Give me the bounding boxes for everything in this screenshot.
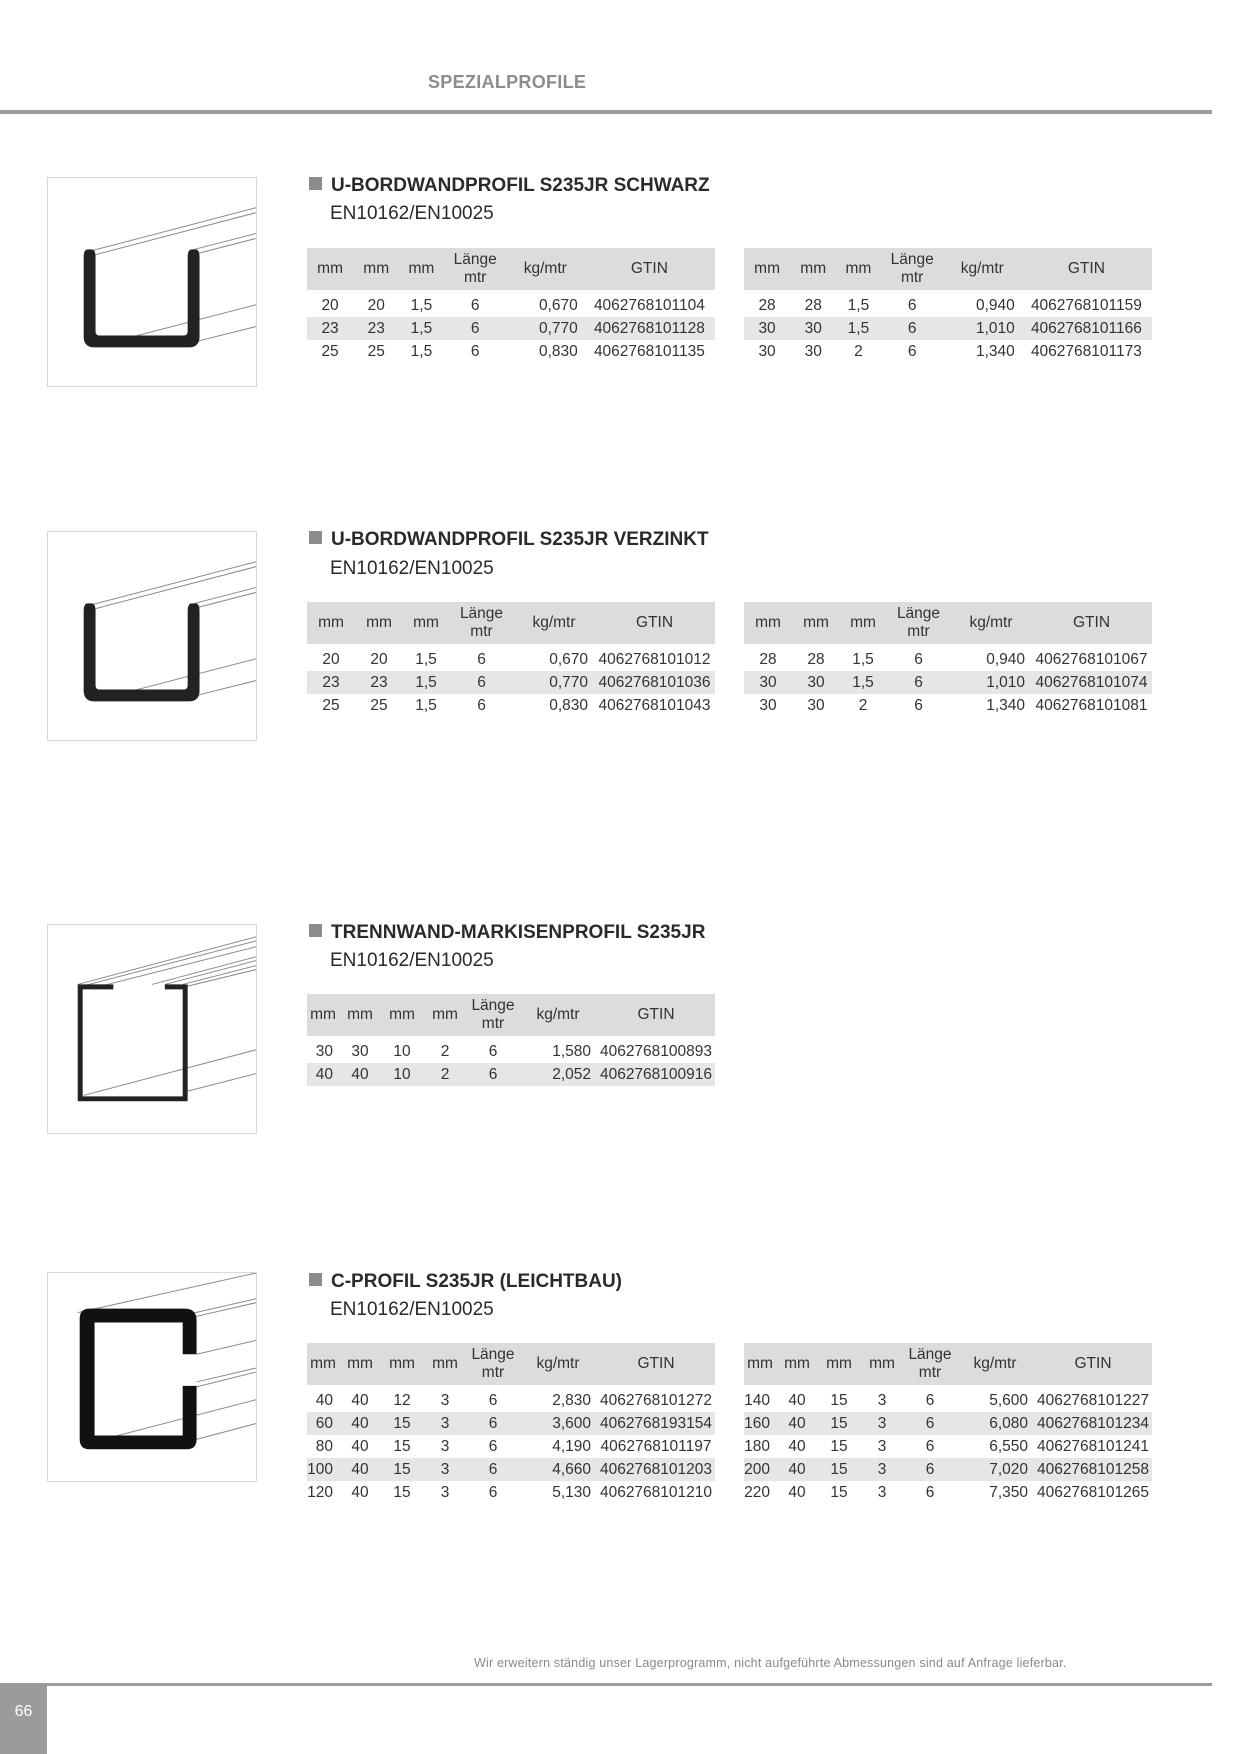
table-row: [744, 294, 1152, 317]
table-row: [307, 671, 715, 694]
table-cell: 3: [860, 1458, 904, 1481]
table-cell: 6: [467, 1412, 519, 1435]
table-cell: 1,010: [944, 317, 1021, 340]
table-cell: 7,350: [989, 1483, 1028, 1501]
table-cell: 1,5: [836, 317, 880, 340]
table-cell: 0,770: [514, 671, 594, 694]
section-norm: EN10162/EN10025: [330, 950, 494, 971]
table-cell: 15: [818, 1458, 860, 1481]
column-header: Länge mtr: [886, 602, 951, 644]
table-row: [307, 694, 715, 717]
table-cell: 4062768101159: [1030, 296, 1142, 314]
column-header: mm: [339, 994, 381, 1036]
table-cell: 4062768100916: [597, 1063, 715, 1086]
bullet-square-icon: [309, 1273, 322, 1286]
column-header: kg/mtr: [519, 1343, 597, 1385]
page-number: 66: [14, 1703, 33, 1720]
table-cell: 0,670: [549, 650, 588, 668]
section-norm: EN10162/EN10025: [330, 1299, 494, 1320]
table-cell: 10: [381, 1063, 423, 1086]
table-cell: 6: [925, 1437, 935, 1455]
table-cell: 6: [904, 1412, 956, 1435]
awning-profile-illustration: [47, 924, 257, 1134]
table-cell: 4062768101067: [1035, 650, 1148, 668]
table-cell: 30: [744, 671, 792, 694]
column-header: GTIN: [597, 994, 715, 1036]
bullet-square-icon: [309, 531, 322, 544]
table-cell: 0,940: [986, 650, 1025, 668]
column-header: GTIN: [1034, 1343, 1152, 1385]
table-cell: 23: [307, 317, 353, 340]
table-row: [307, 340, 715, 363]
column-header: mm: [776, 1343, 818, 1385]
table-row: [744, 317, 1152, 340]
table-header-row: [744, 602, 1152, 644]
table-row: [744, 340, 1152, 363]
table-cell: 0,770: [507, 317, 584, 340]
table-cell: 23: [353, 317, 399, 340]
table-cell: 4062768101265: [1036, 1483, 1150, 1501]
table-cell: 15: [381, 1458, 423, 1481]
table-cell: 6: [467, 1063, 519, 1086]
table-cell: 40: [339, 1063, 381, 1086]
table-cell: 6: [488, 1483, 498, 1501]
table-cell: 40: [339, 1412, 381, 1435]
table-cell: 0,940: [976, 296, 1015, 314]
table-cell: 3,600: [519, 1412, 597, 1435]
column-header: Länge mtr: [449, 602, 514, 644]
column-header: kg/mtr: [951, 602, 1031, 644]
column-header: kg/mtr: [507, 248, 584, 290]
table-cell: 40: [776, 1412, 818, 1435]
bullet-square-icon: [309, 177, 322, 190]
column-header: mm: [840, 602, 886, 644]
column-header: mm: [307, 248, 353, 290]
table-cell: 28: [758, 296, 776, 314]
table-cell: 160: [744, 1412, 776, 1435]
table-cell: 40: [339, 1458, 381, 1481]
table-row: [744, 1435, 1152, 1458]
table-cell: 120: [307, 1483, 333, 1501]
table-cell: 6,550: [989, 1437, 1028, 1455]
table-cell: 6: [881, 317, 944, 340]
table-cell: 140: [744, 1391, 770, 1409]
table-row: [307, 1481, 715, 1504]
table-cell: 3: [877, 1391, 887, 1409]
table-cell: 6: [444, 317, 507, 340]
table-cell: 200: [744, 1458, 776, 1481]
table-cell: 40: [788, 1483, 806, 1501]
table-cell: 100: [307, 1458, 339, 1481]
table-row: [307, 1040, 715, 1063]
table-cell: 4062768101258: [1034, 1458, 1152, 1481]
table-cell: 15: [830, 1391, 848, 1409]
table-header-row: [744, 1343, 1152, 1385]
column-header: kg/mtr: [519, 994, 597, 1036]
table-cell: 4062768101234: [1034, 1412, 1152, 1435]
dimension-table-right: [744, 248, 1152, 363]
table-row: [307, 1412, 715, 1435]
table-cell: 40: [351, 1483, 369, 1501]
table-cell: 3: [877, 1437, 887, 1455]
table-cell: 1,340: [976, 342, 1015, 360]
column-header: mm: [860, 1343, 904, 1385]
dimension-table-left: [307, 994, 715, 1086]
table-header-row: [307, 602, 715, 644]
column-header: mm: [353, 248, 399, 290]
table-row: [744, 1481, 1152, 1504]
table-row: [744, 1389, 1152, 1412]
table-cell: 4062768101036: [594, 671, 715, 694]
column-header: mm: [423, 994, 467, 1036]
table-cell: 23: [355, 671, 403, 694]
table-cell: 1,5: [403, 671, 449, 694]
column-header: Länge mtr: [904, 1343, 956, 1385]
table-row: [744, 694, 1152, 717]
table-cell: 20: [370, 650, 388, 668]
table-row: [307, 648, 715, 671]
table-cell: 220: [744, 1483, 770, 1501]
table-cell: 0,670: [539, 296, 578, 314]
table-cell: 6: [925, 1391, 935, 1409]
table-cell: 1,5: [415, 650, 437, 668]
table-cell: 60: [307, 1412, 339, 1435]
section-title-text: U-BORDWANDPROFIL S235JR VERZINKT: [331, 529, 709, 550]
bullet-square-icon: [309, 924, 322, 937]
column-header: mm: [307, 1343, 339, 1385]
table-cell: 6: [470, 296, 480, 314]
table-cell: 4062768101241: [1036, 1437, 1150, 1455]
table-cell: 1,5: [399, 317, 443, 340]
table-cell: 40: [351, 1391, 369, 1409]
table-row: [307, 1389, 715, 1412]
table-row: [744, 1458, 1152, 1481]
table-cell: 3: [440, 1391, 450, 1409]
section-title: [309, 529, 709, 551]
section-title-text: C-PROFIL S235JR (LEICHTBAU): [331, 1271, 623, 1292]
table-cell: 6: [907, 296, 917, 314]
table-cell: 1,580: [552, 1042, 591, 1060]
table-cell: 6: [488, 1391, 498, 1409]
table-cell: 4062768101104: [593, 296, 705, 314]
table-cell: 5,130: [552, 1483, 591, 1501]
column-header: GTIN: [1021, 248, 1152, 290]
column-header: mm: [403, 602, 449, 644]
section-title: [309, 175, 710, 197]
table-cell: 4062768101074: [1031, 671, 1152, 694]
column-header: mm: [381, 994, 423, 1036]
column-header: mm: [423, 1343, 467, 1385]
column-header: mm: [744, 1343, 776, 1385]
table-cell: 40: [788, 1391, 806, 1409]
table-cell: 6: [925, 1483, 935, 1501]
table-row: [744, 671, 1152, 694]
table-cell: 6: [904, 1458, 956, 1481]
column-header: mm: [307, 994, 339, 1036]
table-cell: 4062768100893: [599, 1042, 713, 1060]
column-header: Länge mtr: [467, 1343, 519, 1385]
table-cell: 1,010: [951, 671, 1031, 694]
table-cell: 6: [914, 696, 923, 714]
section-title: [309, 1271, 622, 1293]
table-cell: 4062768101173: [1030, 342, 1142, 360]
column-header: GTIN: [597, 1343, 715, 1385]
table-cell: 28: [804, 296, 822, 314]
table-row: [744, 1412, 1152, 1435]
table-cell: 4062768193154: [597, 1412, 715, 1435]
table-cell: 30: [804, 342, 822, 360]
column-header: Länge mtr: [881, 248, 944, 290]
table-cell: 30: [792, 671, 840, 694]
table-cell: 180: [744, 1437, 770, 1455]
table-cell: 25: [321, 342, 339, 360]
table-cell: 23: [307, 671, 355, 694]
table-cell: 1,5: [410, 342, 433, 360]
table-cell: 25: [367, 342, 385, 360]
table-cell: 6: [914, 650, 923, 668]
column-header: Länge mtr: [444, 248, 507, 290]
column-header: kg/mtr: [514, 602, 594, 644]
table-cell: 15: [830, 1483, 848, 1501]
dimension-table-left: [307, 602, 715, 717]
table-row: [307, 317, 715, 340]
table-cell: 5,600: [989, 1391, 1028, 1409]
table-cell: 30: [759, 696, 777, 714]
table-header-row: [307, 994, 715, 1036]
table-cell: 25: [322, 696, 340, 714]
table-cell: 4062768101210: [599, 1483, 713, 1501]
dimension-table-left: [307, 248, 715, 363]
column-header: mm: [792, 602, 840, 644]
table-cell: 3: [877, 1483, 887, 1501]
table-cell: 6: [470, 342, 480, 360]
table-cell: 28: [759, 650, 777, 668]
table-cell: 4,660: [519, 1458, 597, 1481]
column-header: Länge mtr: [467, 994, 519, 1036]
table-header-row: [307, 1343, 715, 1385]
dimension-table-left: [307, 1343, 715, 1504]
u-profile-illustration: [47, 531, 257, 741]
table-cell: 7,020: [956, 1458, 1034, 1481]
table-cell: 15: [393, 1437, 411, 1455]
column-header: GTIN: [594, 602, 715, 644]
table-cell: 4062768101135: [593, 342, 705, 360]
table-cell: 0,830: [539, 342, 578, 360]
table-cell: 1,5: [840, 671, 886, 694]
table-row: [307, 1063, 715, 1086]
column-header: kg/mtr: [956, 1343, 1034, 1385]
table-cell: 30: [807, 696, 825, 714]
table-cell: 6: [488, 1437, 498, 1455]
table-cell: 30: [351, 1042, 369, 1060]
table-cell: 80: [315, 1437, 333, 1455]
table-cell: 40: [776, 1458, 818, 1481]
column-header: mm: [399, 248, 443, 290]
table-row: [744, 648, 1152, 671]
column-header: GTIN: [584, 248, 715, 290]
table-row: [307, 1435, 715, 1458]
column-header: mm: [818, 1343, 860, 1385]
table-cell: 1,5: [415, 696, 437, 714]
table-cell: 3: [440, 1437, 450, 1455]
column-header: mm: [355, 602, 403, 644]
table-row: [307, 1458, 715, 1481]
table-cell: 20: [367, 296, 385, 314]
table-cell: 6: [488, 1042, 498, 1060]
section-title-text: TRENNWAND-MARKISENPROFIL S235JR: [331, 922, 706, 943]
table-cell: 1,340: [986, 696, 1025, 714]
column-header: mm: [744, 248, 790, 290]
table-cell: 3: [860, 1412, 904, 1435]
table-cell: 2: [858, 696, 868, 714]
table-cell: 6: [477, 650, 486, 668]
c-profile-illustration: [47, 1272, 257, 1482]
table-cell: 15: [830, 1437, 848, 1455]
column-header: mm: [381, 1343, 423, 1385]
table-cell: 3: [440, 1483, 450, 1501]
table-cell: 6: [449, 671, 514, 694]
footer-rule: [0, 1683, 1212, 1686]
table-cell: 4062768101128: [584, 317, 715, 340]
table-cell: 4062768101197: [600, 1437, 712, 1455]
column-header: mm: [307, 602, 355, 644]
table-header-row: [307, 248, 715, 290]
table-cell: 6: [907, 342, 917, 360]
table-cell: 28: [807, 650, 825, 668]
table-cell: 4,190: [552, 1437, 591, 1455]
table-cell: 4062768101012: [598, 650, 711, 668]
table-cell: 6: [886, 671, 951, 694]
column-header: mm: [790, 248, 836, 290]
section-norm: EN10162/EN10025: [330, 558, 494, 579]
table-cell: 0,830: [549, 696, 588, 714]
section-norm: EN10162/EN10025: [330, 203, 494, 224]
column-header: mm: [836, 248, 880, 290]
table-header-row: [744, 248, 1152, 290]
table-cell: 30: [758, 342, 776, 360]
table-cell: 1,5: [410, 296, 433, 314]
footer-note: Wir erweitern ständig unser Lagerprogramm, nicht aufgeführte Abmessungen sind auf Anfrage lieferbar.: [474, 1656, 1067, 1670]
table-cell: 6: [477, 696, 486, 714]
table-cell: 12: [393, 1391, 411, 1409]
table-cell: 3: [423, 1412, 467, 1435]
table-cell: 10: [393, 1042, 411, 1060]
table-cell: 6,080: [956, 1412, 1034, 1435]
table-row: [307, 294, 715, 317]
table-cell: 30: [790, 317, 836, 340]
section-title-text: U-BORDWANDPROFIL S235JR SCHWARZ: [331, 175, 710, 196]
table-cell: 4062768101166: [1021, 317, 1152, 340]
table-cell: 20: [321, 296, 339, 314]
table-cell: 30: [315, 1042, 333, 1060]
column-header: kg/mtr: [944, 248, 1021, 290]
table-cell: 4062768101272: [599, 1391, 713, 1409]
table-cell: 4062768101043: [598, 696, 711, 714]
column-header: mm: [744, 602, 792, 644]
table-cell: 40: [315, 1391, 333, 1409]
table-cell: 2,052: [519, 1063, 597, 1086]
table-cell: 3: [423, 1458, 467, 1481]
table-cell: 15: [393, 1483, 411, 1501]
table-cell: 15: [818, 1412, 860, 1435]
table-cell: 2,830: [552, 1391, 591, 1409]
table-cell: 1,5: [847, 296, 870, 314]
table-cell: 2: [440, 1042, 450, 1060]
section-title: [309, 922, 705, 944]
table-cell: 1,5: [852, 650, 874, 668]
table-cell: 4062768101081: [1035, 696, 1148, 714]
column-header: mm: [339, 1343, 381, 1385]
table-cell: 15: [381, 1412, 423, 1435]
table-cell: 30: [744, 317, 790, 340]
dimension-table-right: [744, 602, 1152, 717]
table-cell: 6: [467, 1458, 519, 1481]
table-cell: 4062768101203: [597, 1458, 715, 1481]
table-cell: 40: [307, 1063, 339, 1086]
table-cell: 40: [788, 1437, 806, 1455]
table-cell: 25: [370, 696, 388, 714]
table-cell: 2: [423, 1063, 467, 1086]
u-profile-illustration: [47, 177, 257, 387]
table-cell: 2: [854, 342, 863, 360]
table-cell: 20: [322, 650, 340, 668]
header-rule: [0, 110, 1212, 114]
table-cell: 4062768101227: [1036, 1391, 1150, 1409]
table-cell: 40: [351, 1437, 369, 1455]
dimension-table-right: [744, 1343, 1152, 1504]
page-header-title: SPEZIALPROFILE: [428, 72, 587, 92]
column-header: GTIN: [1031, 602, 1152, 644]
